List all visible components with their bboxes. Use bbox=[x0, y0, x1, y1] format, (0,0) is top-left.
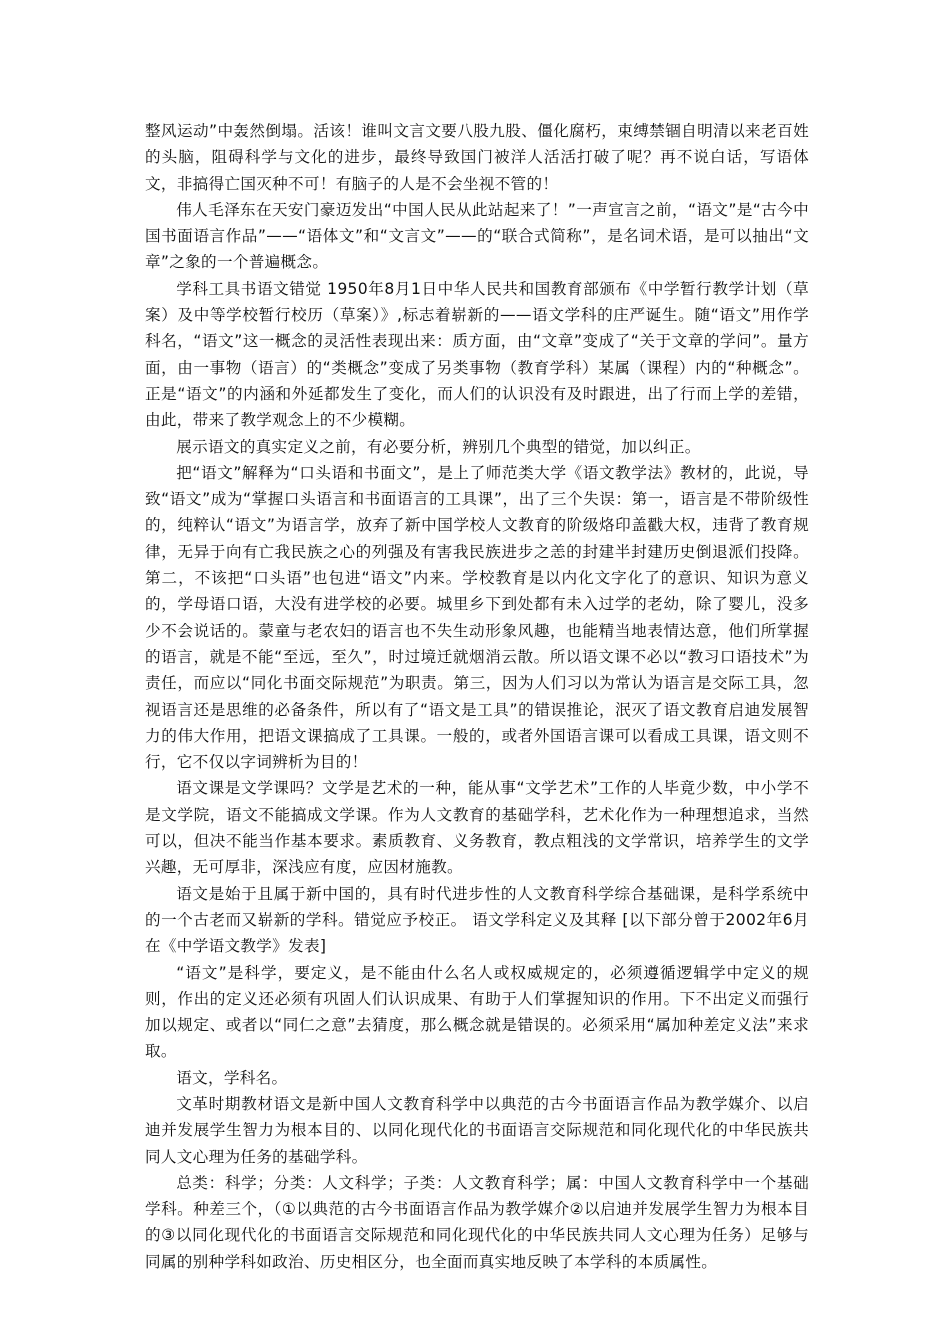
paragraph-10: 文革时期教材语文是新中国人文教育科学中以典范的古今书面语言作品为教学媒介、以启迪并发展学生智力为根本目的、以同化现代化的书面语言交际规范和同化现代化的中华民族共同人文心理为任务的基础学科。 bbox=[145, 1094, 809, 1166]
paragraph-9: 语文，学科名。 bbox=[176, 1068, 288, 1087]
paragraph-6: 语文课是文学课吗？文学是艺术的一种，能从事“文学艺术”工作的人毕竟少数，中小学不是文学院，语文不能搞成文学课。作为人文教育的基础学科，艺术化作为一种理想追求，当然可以，但决不能当作基本要求。素质教育、义务教育，教点粗浅的文学常识，培养学生的文学兴趣，无可厚非，深浅应有度，应因材施教。 bbox=[145, 779, 809, 877]
paragraph-3: 学科工具书语文错觉 1950年8月1日中华人民共和国教育部颁布《中学暂行教学计划（草案）及中等学校暂行校历（草案）》,标志着崭新的——语文学科的庄严诞生。随“语文”用作学科名，“语文”这一概念的灵活性表现出来：质方面，由“文章”变成了“关于文章的学问”。量方面，由一事物（语言）的“类概念”变成了另类事物（教育学科）某属（课程）内的“种概念”。正是“语文”的内涵和外延都发生了变化，而人们的认识没有及时跟进，出了行而上学的差错，由此，带来了教学观念上的不少模糊。 bbox=[145, 279, 809, 430]
paragraph-7: 语文是始于且属于新中国的，具有时代进步性的人文教育科学综合基础课，是科学系统中的一个古老而又崭新的学科。错觉应予校正。 语文学科定义及其释 [以下部分曾于2002年6月在《中学语文教学》发表] bbox=[145, 884, 809, 956]
paragraph-8: “语文”是科学，要定义，是不能由什么名人或权威规定的，必须遵循逻辑学中定义的规则，作出的定义还必须有巩固人们认识成果、有助于人们掌握知识的作用。下不出定义而强行加以规定、或者以“同仁之意”去猜度，那么概念就是错误的。必须采用“属加种差定义法”来求取。 bbox=[145, 963, 809, 1061]
document-body bbox=[145, 118, 809, 1275]
paragraph-5: 把“语文”解释为“口头语和书面文”，是上了师范类大学《语文教学法》教材的，此说，导致“语文”成为“掌握口头语言和书面语言的工具课”，出了三个失误：第一，语言是不带阶级性的，纯粹认“语文”为语言学，放弃了新中国学校人文教育的阶级烙印盖戳大权，违背了教育规律，无异于向有亡我民族之心的列强及有害我民族进步之恙的封建半封建历史倒退派们投降。第二，不该把“口头语”也包进“语文”内来。学校教育是以内化文字化了的意识、知识为意义的，学母语口语，大没有进学校的必要。城里乡下到处都有未入过学的老幼，除了婴儿，没多少不会说话的。蒙童与老农妇的语言也不失生动形象风趣，也能精当地表情达意，他们所掌握的语言，就是不能“至远，至久”，时过境迁就烟消云散。所以语文课不必以“教习口语技术”为责任，而应以“同化书面交际规范”为职责。第三，因为人们习以为常认为语言是交际工具，忽视语言还是思维的必备条件，所以有了“语文是工具”的错误推论，泯灭了语文教育启迪发展智力的伟大作用，把语文课搞成了工具课。一般的，或者外国语言课可以看成工具课，语文则不行，它不仅以字词辨析为目的！ bbox=[145, 463, 809, 772]
paragraph-1: 整风运动”中轰然倒塌。活该！谁叫文言文要八股九股、僵化腐朽，束缚禁锢自明清以来老百姓的头脑，阻碍科学与文化的进步，最终导致国门被洋人活活打破了呢？再不说白话，写语体文，非搞得亡国灭种不可！有脑子的人是不会坐视不管的！ bbox=[145, 122, 809, 193]
paragraph-11: 总类：科学；分类：人文科学；子类：人文教育科学；属：中国人文教育科学中一个基础学科。种差三个，（①以典范的古今书面语言作品为教学媒介②以启迪并发展学生智力为根本目的③以同化现代化的书面语言交际规范和同化现代化的中华民族共同人文心理为任务）足够与同属的别种学科如政治、历史相区分，也全面而真实地反映了本学科的本质属性。 bbox=[145, 1173, 809, 1271]
paragraph-4: 展示语文的真实定义之前，有必要分析，辨别几个典型的错觉，加以纠正。 bbox=[176, 437, 701, 456]
paragraph-2: 伟人毛泽东在天安门豪迈发出“中国人民从此站起来了！”一声宣言之前，“语文”是“古今中国书面语言作品”——“语体文”和“文言文”——的“联合式简称”，是名词术语，是可以抽出“文章”之象的一个普遍概念。 bbox=[145, 200, 809, 272]
